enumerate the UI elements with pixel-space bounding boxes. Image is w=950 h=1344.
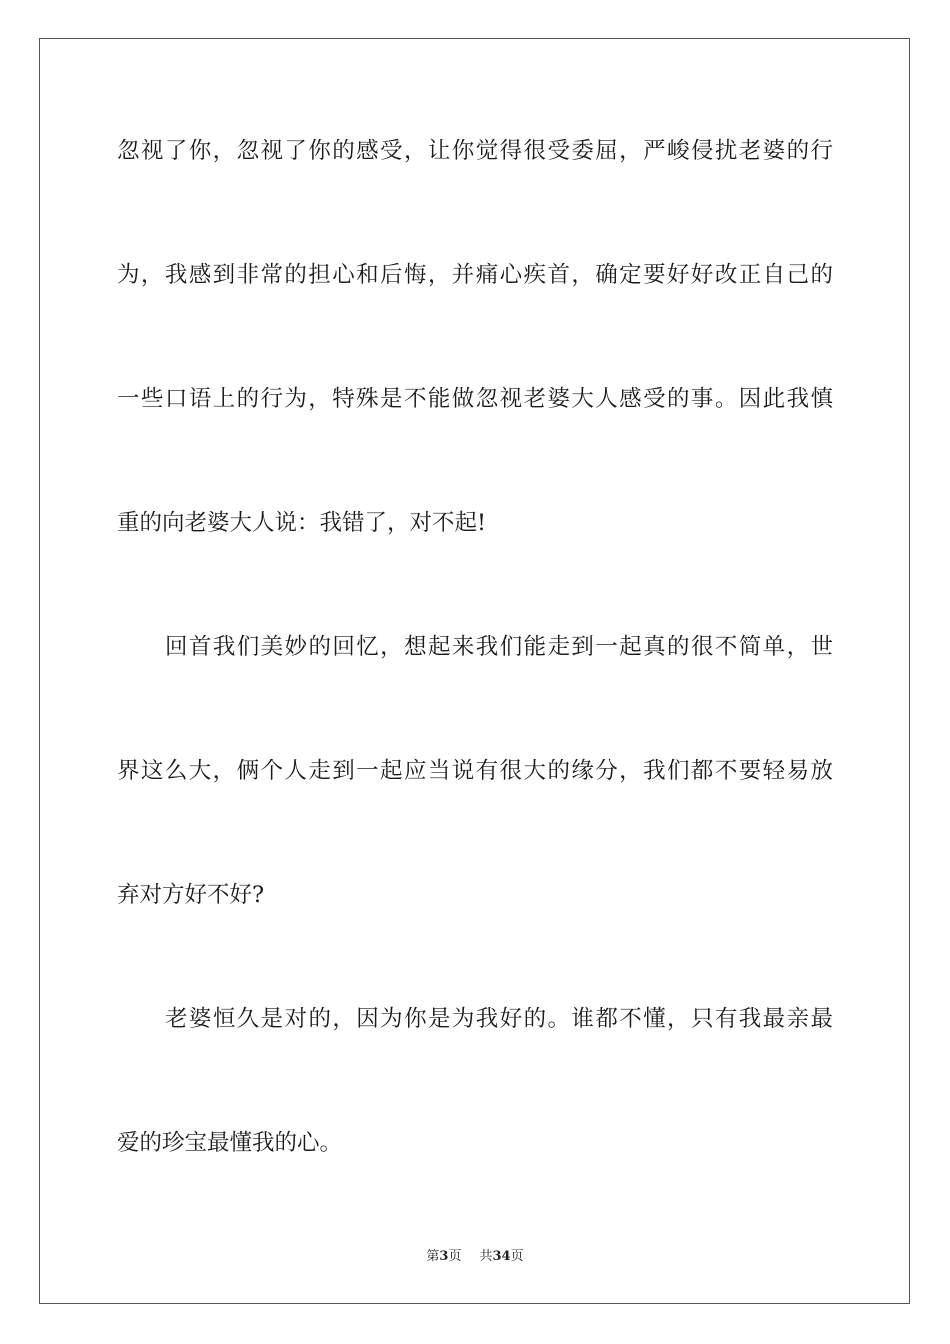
paragraph-first-line: 老婆恒久是对的，因为你是为我好的。谁都不懂，只有我最亲最: [165, 1006, 833, 1032]
total-prefix: 共: [479, 1249, 493, 1264]
paragraph-first-line: 回首我们美妙的回忆，想起来我们能走到一起真的很不简单，世: [165, 634, 833, 660]
body-text-line: 忽视了你，忽视了你的感受，让你觉得很受委屈，严峻侵扰老婆的行: [117, 138, 833, 164]
page-border: [39, 38, 910, 1304]
page-number: 3: [439, 1249, 449, 1264]
total-suffix: 页: [510, 1249, 524, 1264]
body-text-line: 一些口语上的行为，特殊是不能做忽视老婆大人感受的事。因此我慎: [117, 386, 833, 412]
page-prefix: 第: [426, 1249, 440, 1264]
body-text-line: 爱的珍宝最懂我的心。: [117, 1130, 343, 1156]
total-pages: 34: [492, 1249, 511, 1264]
page-suffix: 页: [448, 1249, 462, 1264]
body-text-line: 界这么大，俩个人走到一起应当说有很大的缘分，我们都不要轻易放: [117, 758, 833, 784]
body-text-line: 重的向老婆大人说：我错了，对不起!: [117, 510, 487, 536]
page-footer: [0, 1248, 950, 1266]
body-text-line: 为，我感到非常的担心和后悔，并痛心疾首，确定要好好改正自己的: [117, 262, 833, 288]
body-text-line: 弃对方好不好?: [117, 882, 265, 908]
